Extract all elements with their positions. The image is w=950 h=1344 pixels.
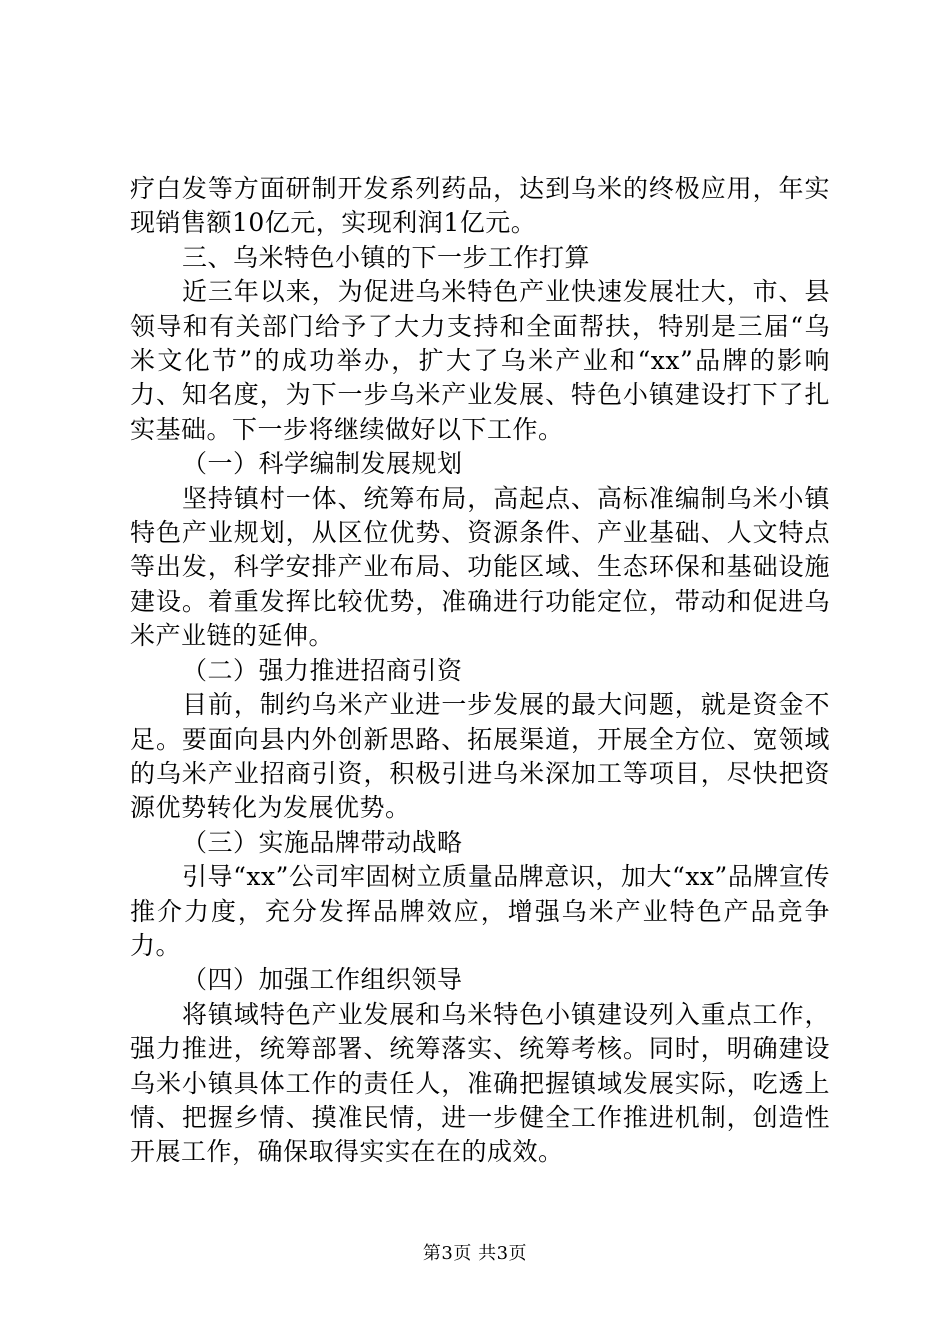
page-number-footer: 第3页 共3页 (422, 1243, 528, 1264)
subheading-3: （三）实施品牌带动战略 (182, 827, 463, 857)
section-heading-3: 三、乌米特色小镇的下一步工作打算 (182, 242, 591, 272)
paragraph-investment: 目前，制约乌米产业进一步发展的最大问题，就是资金不足。要面向县内外创新思路、拓展渠道，开展全方位、宽领域的乌米产业招商引资，积极引进乌米深加工等项目，尽快把资源优势转化为发展优势。 (130, 690, 830, 823)
paragraph-intro: 近三年以来，为促进乌米特色产业快速发展壮大，市、县领导和有关部门给予了大力支持和全面帮扶，特别是三届“乌米文化节”的成功举办，扩大了乌米产业和“xx”品牌的影响力、知名度，为下一步乌米产业发展、特色小镇建设打下了扎实基础。下一步将继续做好以下工作。 (130, 277, 830, 444)
paragraph-leadership: 将镇域特色产业发展和乌米特色小镇建设列入重点工作，强力推进，统筹部署、统筹落实、统筹考核。同时，明确建设乌米小镇具体工作的责任人，准确把握镇域发展实际，吃透上情、把握乡情、摸准民情，进一步健全工作推进机制，创造性开展工作，确保取得实实在在的成效。 (130, 999, 830, 1167)
subheading-2: （二）强力推进招商引资 (182, 655, 463, 685)
paragraph-planning: 坚持镇村一体、统筹布局，高起点、高标准编制乌米小镇特色产业规划，从区位优势、资源条件、产业基础、人文特点等出发，科学安排产业布局、功能区域、生态环保和基础设施建设。着重发挥比较优势，准确进行功能定位，带动和促进乌米产业链的延伸。 (130, 483, 830, 651)
paragraph-brand: 引导“xx”公司牢固树立质量品牌意识，加大“xx”品牌宣传推介力度，充分发挥品牌效应，增强乌米产业特色产品竞争力。 (130, 862, 830, 960)
paragraph-continuation: 疗白发等方面研制开发系列药品，达到乌米的终极应用，年实现销售额10亿元，实现利润1亿元。 (130, 174, 830, 238)
subheading-1: （一）科学编制发展规划 (182, 449, 463, 479)
document-body (130, 172, 830, 1170)
subheading-4: （四）加强工作组织领导 (182, 965, 463, 995)
